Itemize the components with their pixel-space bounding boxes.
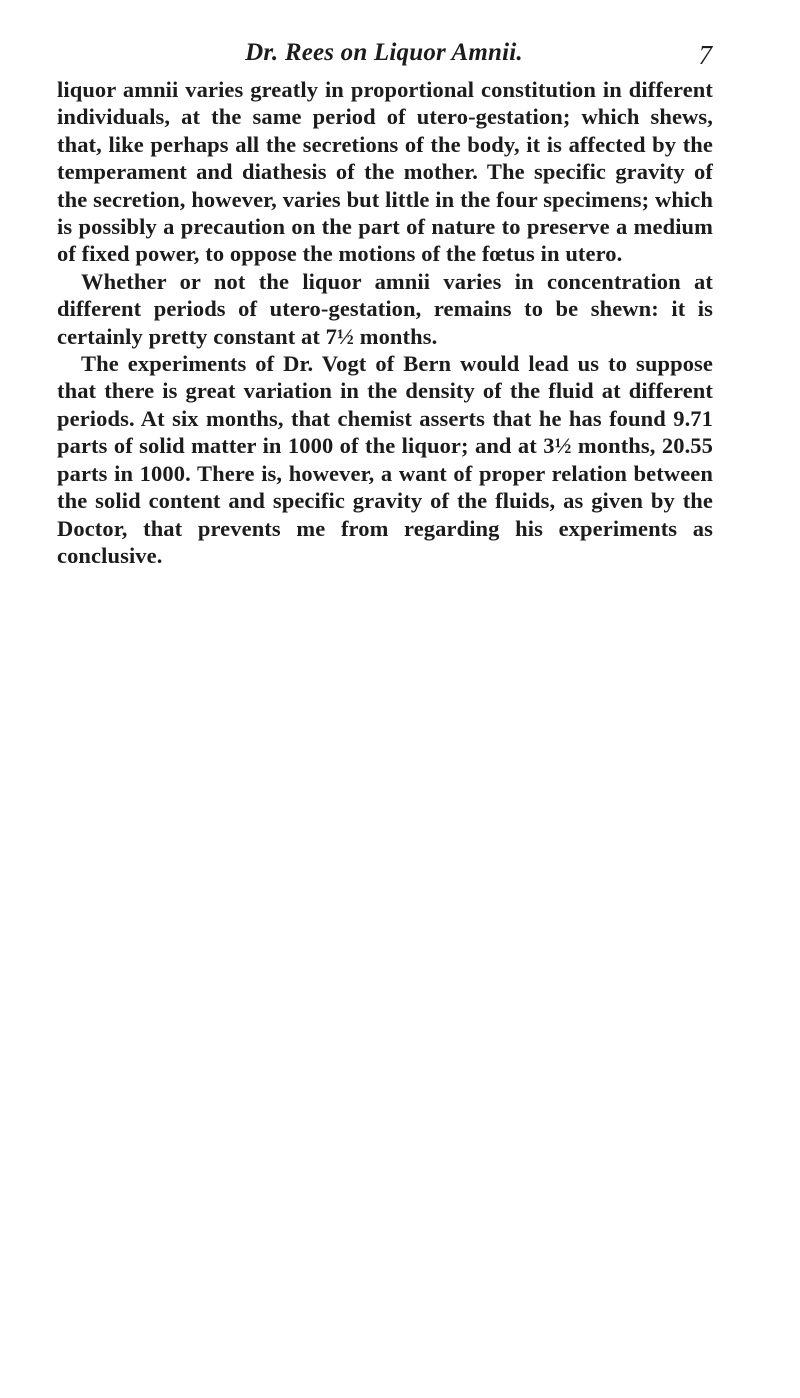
running-head	[56, 38, 712, 78]
paragraph-3: The experiments of Dr. Vogt of Bern would lead us to suppose that there is great variation in the density of the fluid at different periods. At six months, that chemist asserts that he has found 9.71 parts of solid matter in 1000 of the liquor; and at 3½ months, 20.55 parts in 1000. There is, however, a want of proper relation between the solid content and specific gravity of the fluids, as given by the Doctor, that prevents me from regarding his experiments as conclusive.	[57, 351, 713, 568]
body-text	[57, 76, 713, 569]
page-number: 7	[698, 40, 712, 70]
paragraph-2: Whether or not the liquor amnii varies in concentration at different periods of utero-gestation, remains to be shewn: it is certainly pretty constant at 7½ months.	[57, 268, 713, 349]
paragraph-1: liquor amnii varies greatly in proportional constitution in different individuals, at the same period of utero-gestation; which shews, that, like perhaps all the secretions of the body, it is affected by the temperament and diathesis of the mother. The specific gravity of the secretion, however, varies but little in the four specimens; which is possibly a precaution on the part of nature to preserve a medium of fixed power, to oppose the motions of the fœtus in utero.	[57, 77, 713, 267]
running-head-title: Dr. Rees on Liquor Amnii.	[245, 39, 523, 66]
